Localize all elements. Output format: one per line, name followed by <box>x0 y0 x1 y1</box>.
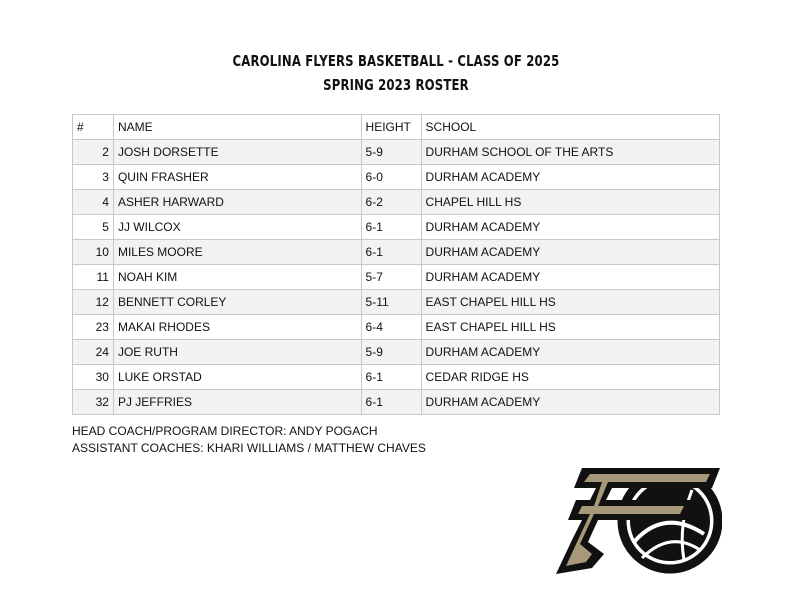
table-row <box>73 315 720 340</box>
player-school: DURHAM ACADEMY <box>421 240 719 265</box>
player-height: 6-4 <box>361 315 421 340</box>
player-name: NOAH KIM <box>113 265 361 290</box>
flyers-f-basketball-logo-icon <box>552 462 722 582</box>
head-coach-line: HEAD COACH/PROGRAM DIRECTOR: ANDY POGACH <box>72 424 378 438</box>
player-number: 12 <box>73 290 114 315</box>
coaching-staff <box>72 423 426 457</box>
player-school: EAST CHAPEL HILL HS <box>421 290 719 315</box>
table-row <box>73 290 720 315</box>
player-height: 6-1 <box>361 215 421 240</box>
player-school: DURHAM ACADEMY <box>421 390 719 415</box>
player-name: MILES MOORE <box>113 240 361 265</box>
title-line-team: CAROLINA FLYERS BASKETBALL - CLASS OF 2025 <box>232 52 560 70</box>
player-school: DURHAM ACADEMY <box>421 215 719 240</box>
player-name: ASHER HARWARD <box>113 190 361 215</box>
player-name: JOSH DORSETTE <box>113 140 361 165</box>
column-header-name: NAME <box>113 115 361 140</box>
player-number: 30 <box>73 365 114 390</box>
player-school: CHAPEL HILL HS <box>421 190 719 215</box>
player-number: 2 <box>73 140 114 165</box>
player-name: QUIN FRASHER <box>113 165 361 190</box>
player-number: 3 <box>73 165 114 190</box>
player-name: PJ JEFFRIES <box>113 390 361 415</box>
player-number: 5 <box>73 215 114 240</box>
table-row <box>73 215 720 240</box>
player-height: 5-9 <box>361 340 421 365</box>
roster-table <box>72 114 720 415</box>
player-name: JOE RUTH <box>113 340 361 365</box>
player-school: DURHAM ACADEMY <box>421 265 719 290</box>
document-title <box>0 49 792 97</box>
table-row <box>73 140 720 165</box>
player-height: 6-1 <box>361 240 421 265</box>
table-row <box>73 240 720 265</box>
player-name: JJ WILCOX <box>113 215 361 240</box>
player-school: CEDAR RIDGE HS <box>421 365 719 390</box>
table-row <box>73 190 720 215</box>
player-number: 23 <box>73 315 114 340</box>
title-line-roster: SPRING 2023 ROSTER <box>323 76 469 94</box>
player-height: 5-7 <box>361 265 421 290</box>
player-height: 5-11 <box>361 290 421 315</box>
player-name: LUKE ORSTAD <box>113 365 361 390</box>
table-header-row <box>73 115 720 140</box>
player-school: DURHAM SCHOOL OF THE ARTS <box>421 140 719 165</box>
player-school: DURHAM ACADEMY <box>421 165 719 190</box>
player-number: 4 <box>73 190 114 215</box>
player-number: 10 <box>73 240 114 265</box>
player-height: 6-1 <box>361 390 421 415</box>
table-row <box>73 165 720 190</box>
column-header-number: # <box>73 115 114 140</box>
player-number: 11 <box>73 265 114 290</box>
player-school: DURHAM ACADEMY <box>421 340 719 365</box>
assistant-coaches-line: ASSISTANT COACHES: KHARI WILLIAMS / MATTHEW CHAVES <box>72 441 426 455</box>
column-header-school: SCHOOL <box>421 115 719 140</box>
player-school: EAST CHAPEL HILL HS <box>421 315 719 340</box>
player-height: 6-1 <box>361 365 421 390</box>
table-row <box>73 390 720 415</box>
player-height: 6-2 <box>361 190 421 215</box>
table-row <box>73 265 720 290</box>
player-name: MAKAI RHODES <box>113 315 361 340</box>
player-height: 5-9 <box>361 140 421 165</box>
player-height: 6-0 <box>361 165 421 190</box>
table-row <box>73 340 720 365</box>
player-number: 32 <box>73 390 114 415</box>
player-number: 24 <box>73 340 114 365</box>
table-row <box>73 365 720 390</box>
player-name: BENNETT CORLEY <box>113 290 361 315</box>
column-header-height: HEIGHT <box>361 115 421 140</box>
